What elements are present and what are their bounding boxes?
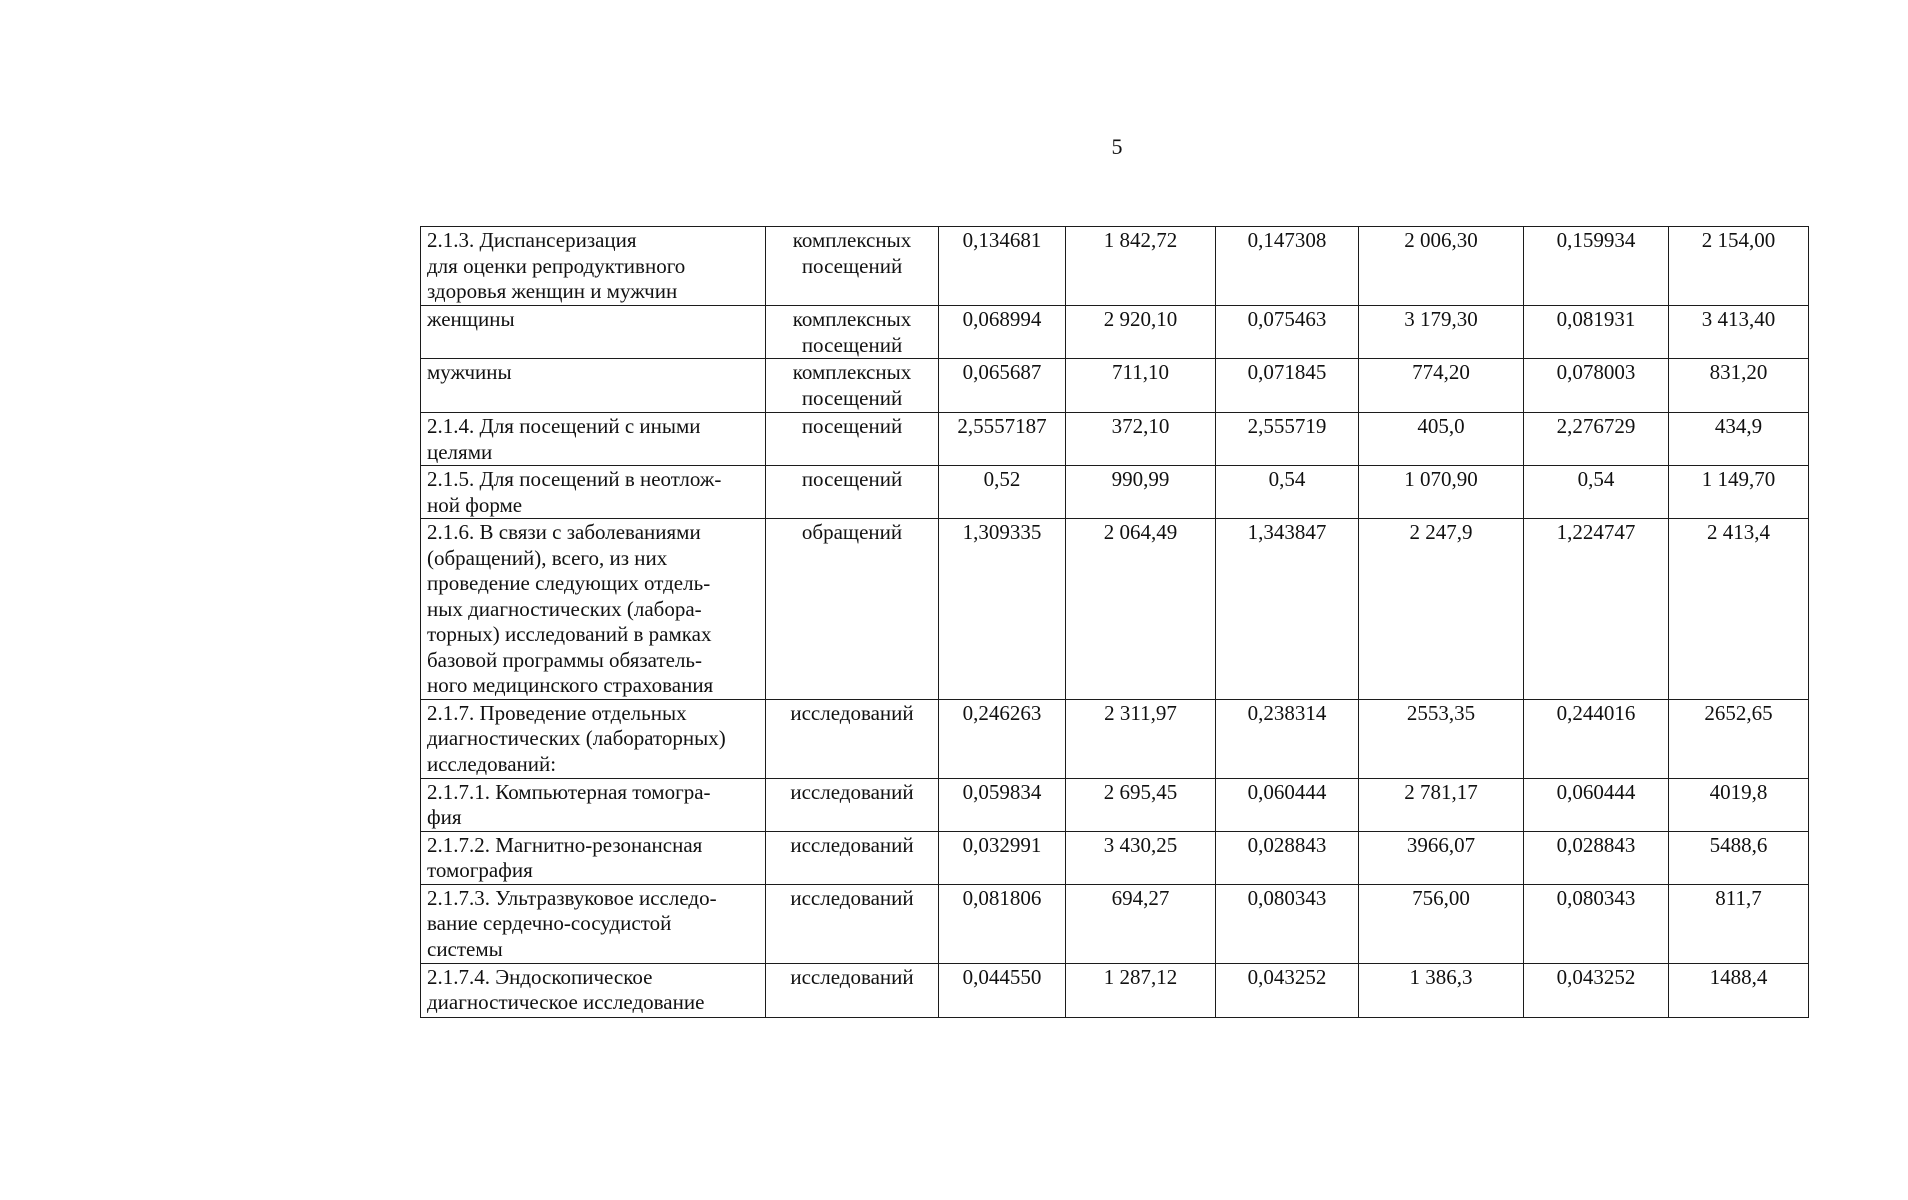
value-cell-4: 2553,35 [1359, 699, 1524, 778]
row-name-cell: женщины [421, 306, 766, 359]
value-cell-2: 1 842,72 [1066, 227, 1216, 306]
value-cell-5: 0,081931 [1524, 306, 1669, 359]
row-unit-cell: посещений [766, 466, 939, 519]
value-cell-3: 0,147308 [1216, 227, 1359, 306]
row-name-cell: 2.1.6. В связи с заболеваниями (обращений), всего, из них проведение следующих отдель- ных диагностических (лабора- торных) исследований в рамках базовой программы обязатель- ного медицинского страхования [421, 519, 766, 700]
value-cell-4: 756,00 [1359, 884, 1524, 963]
table-row [421, 699, 1809, 778]
table-row [421, 306, 1809, 359]
row-unit-cell: комплексных посещений [766, 306, 939, 359]
row-name-cell: 2.1.3. Диспансеризация для оценки репродуктивного здоровья женщин и мужчин [421, 227, 766, 306]
value-cell-6: 2 413,4 [1669, 519, 1809, 700]
row-name-cell: 2.1.4. Для посещений с иными целями [421, 413, 766, 466]
value-cell-1: 0,081806 [939, 884, 1066, 963]
value-cell-4: 3 179,30 [1359, 306, 1524, 359]
value-cell-2: 2 311,97 [1066, 699, 1216, 778]
value-cell-2: 1 287,12 [1066, 963, 1216, 1017]
row-unit-cell: исследований [766, 963, 939, 1017]
row-name-cell: 2.1.7. Проведение отдельных диагностических (лабораторных) исследований: [421, 699, 766, 778]
value-cell-6: 2652,65 [1669, 699, 1809, 778]
table-row [421, 359, 1809, 413]
value-cell-3: 0,028843 [1216, 831, 1359, 884]
value-cell-6: 4019,8 [1669, 778, 1809, 831]
row-name-cell: 2.1.5. Для посещений в неотлож- ной форме [421, 466, 766, 519]
row-unit-cell: обращений [766, 519, 939, 700]
row-unit-cell: исследований [766, 831, 939, 884]
row-name-cell: мужчины [421, 359, 766, 413]
value-cell-6: 5488,6 [1669, 831, 1809, 884]
value-cell-6: 811,7 [1669, 884, 1809, 963]
value-cell-2: 990,99 [1066, 466, 1216, 519]
value-cell-2: 372,10 [1066, 413, 1216, 466]
table-row [421, 413, 1809, 466]
value-cell-3: 0,54 [1216, 466, 1359, 519]
row-unit-cell: комплексных посещений [766, 359, 939, 413]
value-cell-4: 3966,07 [1359, 831, 1524, 884]
row-name-cell: 2.1.7.1. Компьютерная томогра- фия [421, 778, 766, 831]
table-row [421, 519, 1809, 700]
table-row [421, 831, 1809, 884]
value-cell-1: 2,5557187 [939, 413, 1066, 466]
value-cell-4: 2 781,17 [1359, 778, 1524, 831]
value-cell-6: 2 154,00 [1669, 227, 1809, 306]
value-cell-6: 3 413,40 [1669, 306, 1809, 359]
value-cell-3: 0,080343 [1216, 884, 1359, 963]
value-cell-2: 2 064,49 [1066, 519, 1216, 700]
value-cell-2: 2 920,10 [1066, 306, 1216, 359]
value-cell-5: 0,159934 [1524, 227, 1669, 306]
value-cell-1: 0,065687 [939, 359, 1066, 413]
table-body [421, 227, 1809, 1018]
value-cell-4: 774,20 [1359, 359, 1524, 413]
row-name-cell: 2.1.7.2. Магнитно-резонансная томография [421, 831, 766, 884]
row-unit-cell: исследований [766, 884, 939, 963]
value-cell-4: 2 006,30 [1359, 227, 1524, 306]
row-name-cell: 2.1.7.3. Ультразвуковое исследо- вание сердечно-сосудистой системы [421, 884, 766, 963]
value-cell-3: 0,060444 [1216, 778, 1359, 831]
table-row [421, 778, 1809, 831]
value-cell-4: 405,0 [1359, 413, 1524, 466]
value-cell-1: 0,059834 [939, 778, 1066, 831]
row-unit-cell: посещений [766, 413, 939, 466]
value-cell-3: 0,043252 [1216, 963, 1359, 1017]
page-number: 5 [1111, 134, 1123, 159]
value-cell-3: 0,071845 [1216, 359, 1359, 413]
value-cell-4: 1 386,3 [1359, 963, 1524, 1017]
row-unit-cell: исследований [766, 699, 939, 778]
value-cell-1: 0,134681 [939, 227, 1066, 306]
value-cell-5: 0,54 [1524, 466, 1669, 519]
row-unit-cell: исследований [766, 778, 939, 831]
value-cell-1: 0,52 [939, 466, 1066, 519]
standards-table [420, 226, 1809, 1018]
table-row [421, 466, 1809, 519]
value-cell-1: 0,032991 [939, 831, 1066, 884]
value-cell-3: 0,238314 [1216, 699, 1359, 778]
value-cell-1: 0,044550 [939, 963, 1066, 1017]
value-cell-5: 0,078003 [1524, 359, 1669, 413]
table-row [421, 227, 1809, 306]
row-unit-cell: комплексных посещений [766, 227, 939, 306]
value-cell-3: 2,555719 [1216, 413, 1359, 466]
value-cell-6: 1 149,70 [1669, 466, 1809, 519]
value-cell-5: 1,224747 [1524, 519, 1669, 700]
value-cell-5: 0,060444 [1524, 778, 1669, 831]
value-cell-2: 2 695,45 [1066, 778, 1216, 831]
row-name-cell: 2.1.7.4. Эндоскопическое диагностическое исследование [421, 963, 766, 1017]
value-cell-5: 2,276729 [1524, 413, 1669, 466]
value-cell-2: 694,27 [1066, 884, 1216, 963]
value-cell-5: 0,043252 [1524, 963, 1669, 1017]
value-cell-5: 0,080343 [1524, 884, 1669, 963]
value-cell-3: 0,075463 [1216, 306, 1359, 359]
value-cell-4: 2 247,9 [1359, 519, 1524, 700]
value-cell-3: 1,343847 [1216, 519, 1359, 700]
value-cell-1: 0,068994 [939, 306, 1066, 359]
value-cell-5: 0,028843 [1524, 831, 1669, 884]
value-cell-1: 1,309335 [939, 519, 1066, 700]
value-cell-2: 711,10 [1066, 359, 1216, 413]
value-cell-6: 1488,4 [1669, 963, 1809, 1017]
table-row [421, 884, 1809, 963]
value-cell-4: 1 070,90 [1359, 466, 1524, 519]
value-cell-6: 434,9 [1669, 413, 1809, 466]
value-cell-2: 3 430,25 [1066, 831, 1216, 884]
value-cell-5: 0,244016 [1524, 699, 1669, 778]
table-row [421, 963, 1809, 1017]
value-cell-1: 0,246263 [939, 699, 1066, 778]
value-cell-6: 831,20 [1669, 359, 1809, 413]
